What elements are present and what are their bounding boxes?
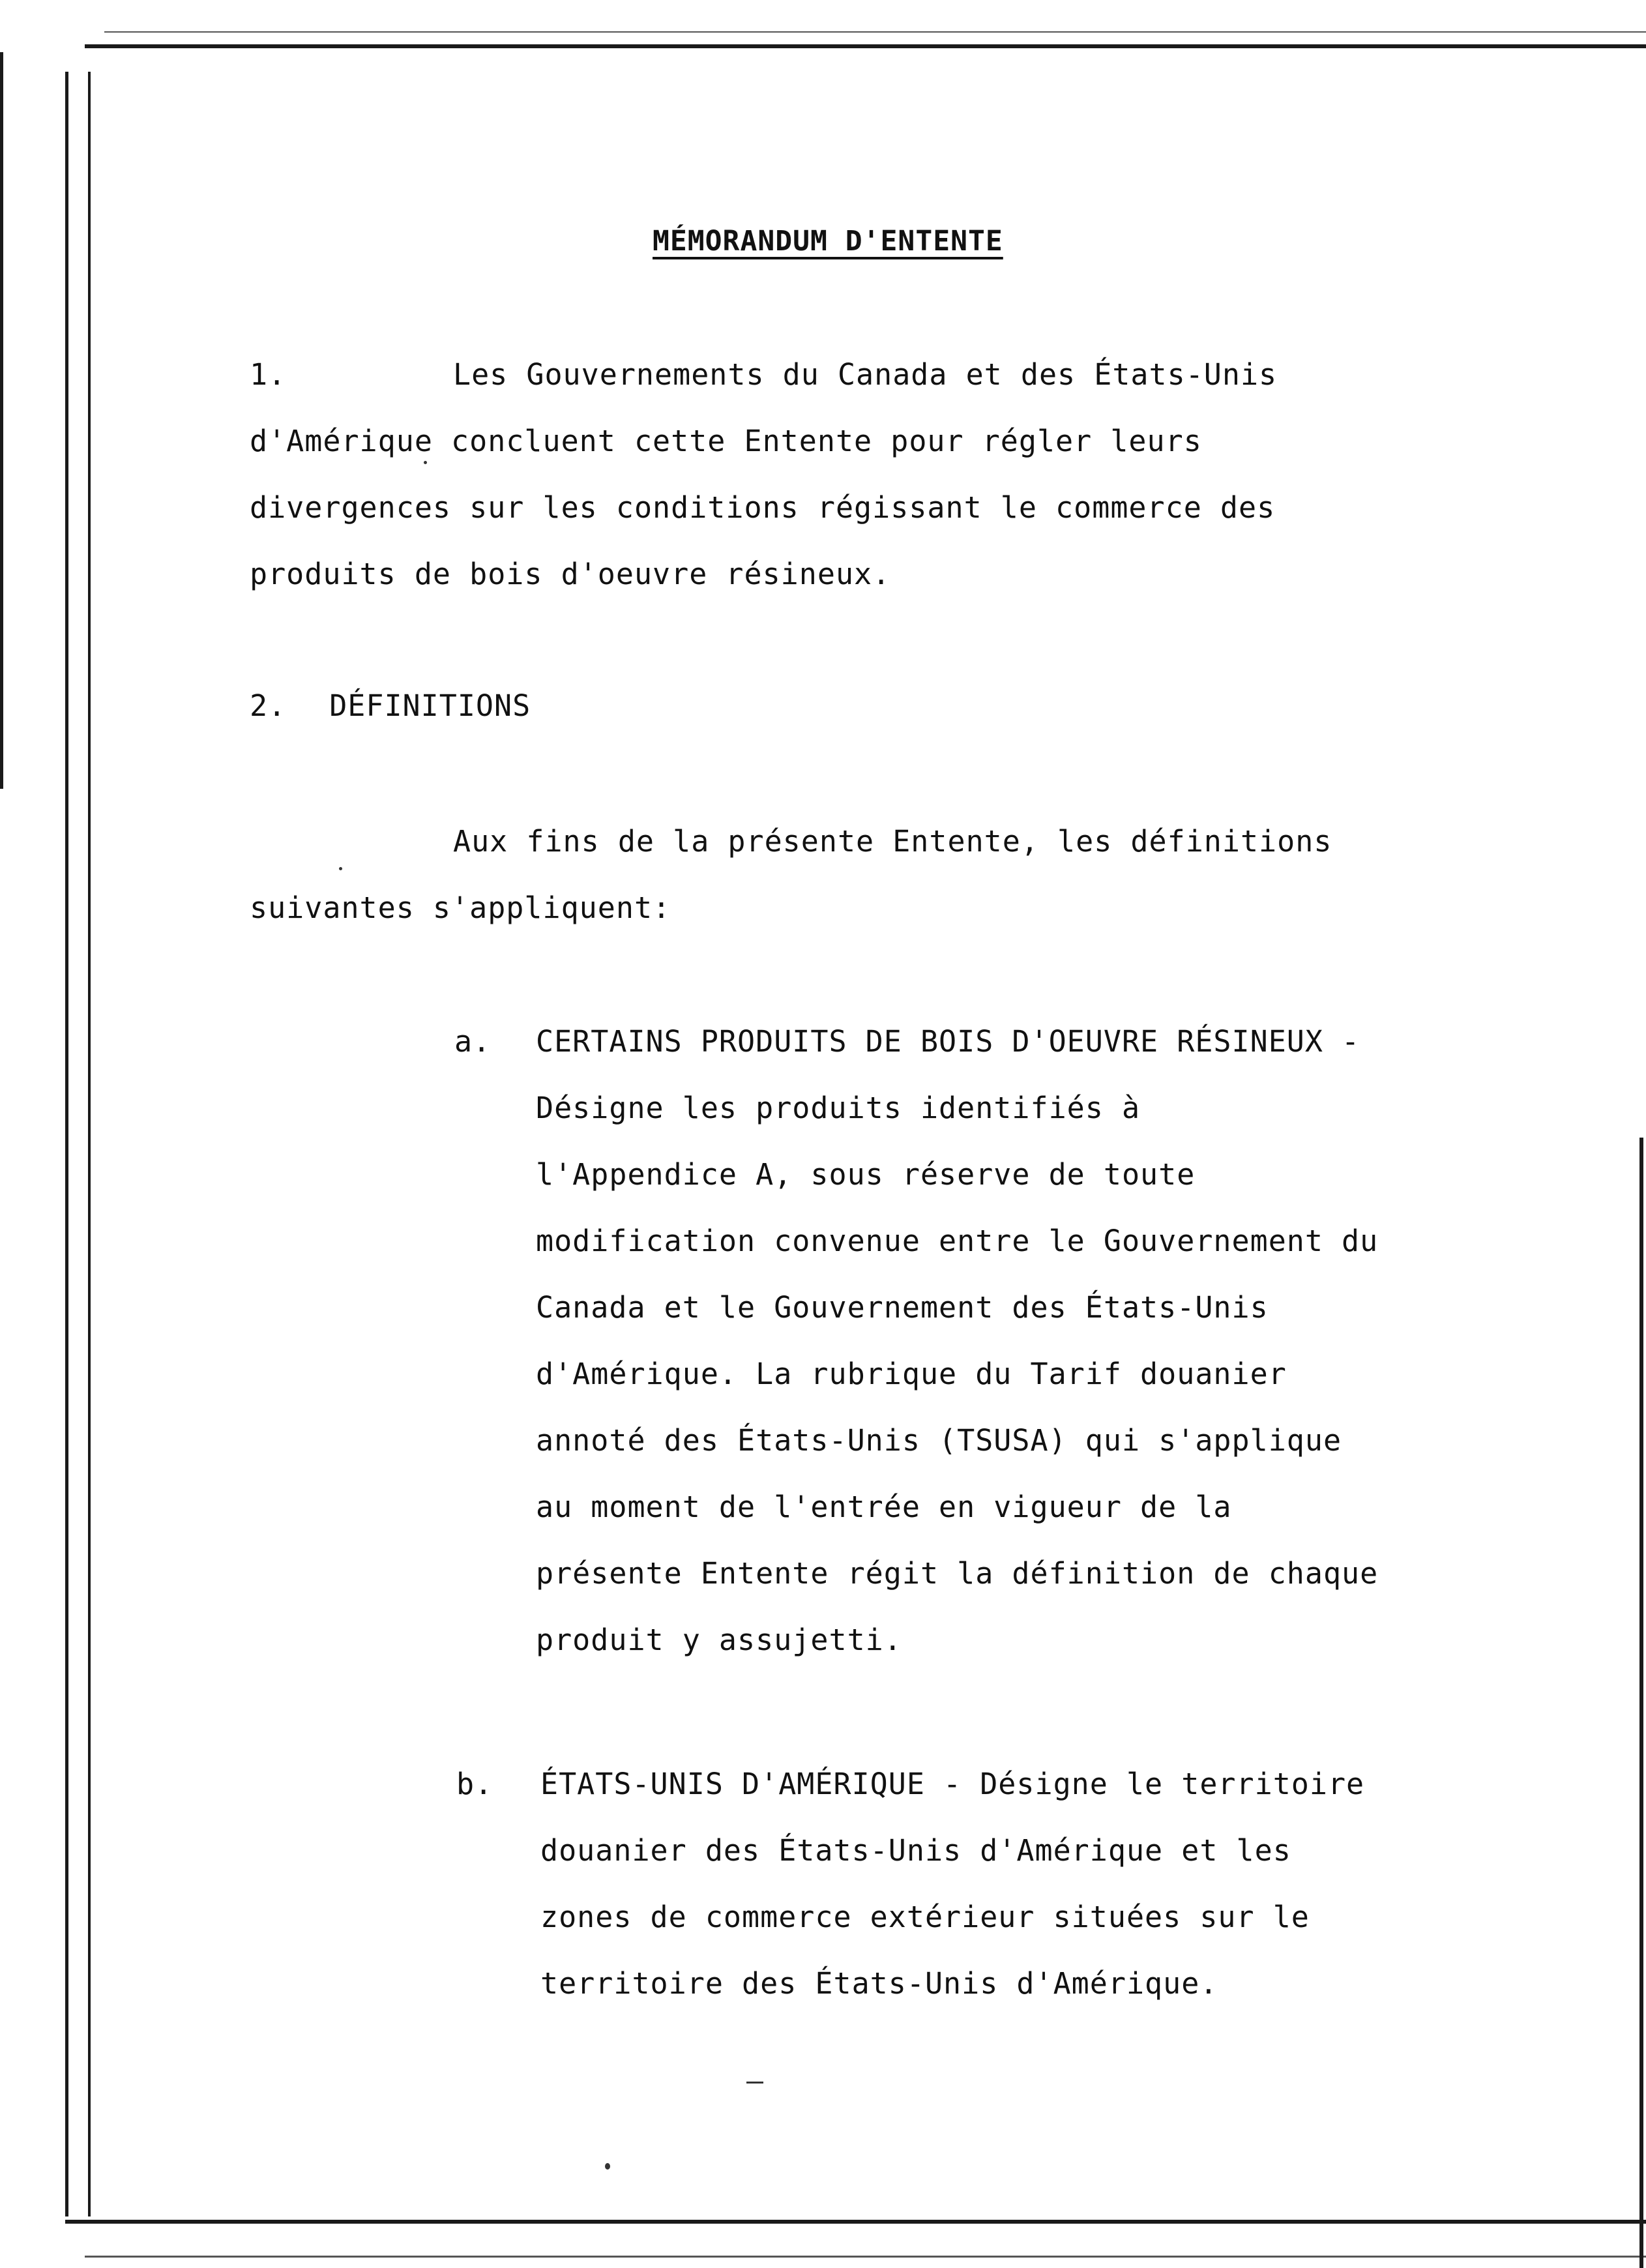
section-1-line: Les Gouvernements du Canada et des États-Unis — [453, 357, 1278, 392]
definition-b-line: territoire des États-Unis d'Amérique. — [540, 1966, 1218, 2001]
scan-speck — [746, 2082, 763, 2084]
definition-a-line: l'Appendice A, sous réserve de toute — [536, 1157, 1196, 1192]
section-2-title: DÉFINITIONS — [329, 688, 531, 723]
definition-a-line: annoté des États-Unis (TSUSA) qui s'applique — [536, 1423, 1342, 1458]
document-title: MÉMORANDUM D'ENTENTE — [653, 225, 1003, 258]
scan-speck — [605, 2163, 610, 2170]
section-1-line: produits de bois d'oeuvre résineux. — [250, 557, 891, 591]
intro-line: Aux fins de la présente Entente, les définitions — [453, 824, 1332, 859]
definition-b-text — [540, 1751, 1364, 2017]
definition-a-line: d'Amérique. La rubrique du Tarif douanier — [536, 1357, 1287, 1391]
page-border-top — [85, 44, 1646, 48]
section-1-paragraph — [250, 342, 1277, 608]
definition-a-line: Canada et le Gouvernement des États-Unis — [536, 1290, 1269, 1325]
page-border-bottom-faint — [85, 2256, 1646, 2258]
section-2-number: 2. — [250, 688, 287, 723]
section-2-heading — [250, 673, 531, 739]
definition-a-line: au moment de l'entrée en vigueur de la — [536, 1490, 1232, 1524]
section-2-intro — [250, 808, 1332, 941]
definition-a-line: produit y assujetti. — [536, 1623, 902, 1657]
intro-line: suivantes s'appliquent: — [250, 891, 671, 925]
page-border-right — [1639, 1138, 1643, 2268]
page-border-bottom — [65, 2220, 1646, 2224]
section-1-line: divergences sur les conditions régissant le commerce des — [250, 490, 1276, 525]
definition-a-text — [536, 1009, 1378, 1673]
page-border-top-faint — [104, 31, 1646, 33]
definition-a-letter: a. — [454, 1024, 492, 1059]
definition-b-line: douanier des États-Unis d'Amérique et les — [540, 1833, 1291, 1868]
section-1-line: d'Amérique concluent cette Entente pour régler leurs — [250, 424, 1202, 458]
definition-a-line: Désigne les produits identifiés à — [536, 1091, 1141, 1125]
definition-a-line: modification convenue entre le Gouvernement du — [536, 1224, 1379, 1258]
definition-b-letter: b. — [456, 1767, 493, 1801]
page-border-left-outer — [0, 52, 3, 789]
page-border-left-a — [65, 72, 68, 2216]
definition-b-line: zones de commerce extérieur situées sur le — [540, 1900, 1310, 1934]
definition-a-line: présente Entente régit la définition de chaque — [536, 1556, 1379, 1591]
page-border-left-b — [88, 72, 91, 2216]
definition-a-line: CERTAINS PRODUITS DE BOIS D'OEUVRE RÉSINEUX - — [536, 1024, 1360, 1059]
section-1-number: 1. — [250, 357, 287, 392]
definition-b-line: ÉTATS-UNIS D'AMÉRIQUE - Désigne le territoire — [540, 1767, 1365, 1801]
